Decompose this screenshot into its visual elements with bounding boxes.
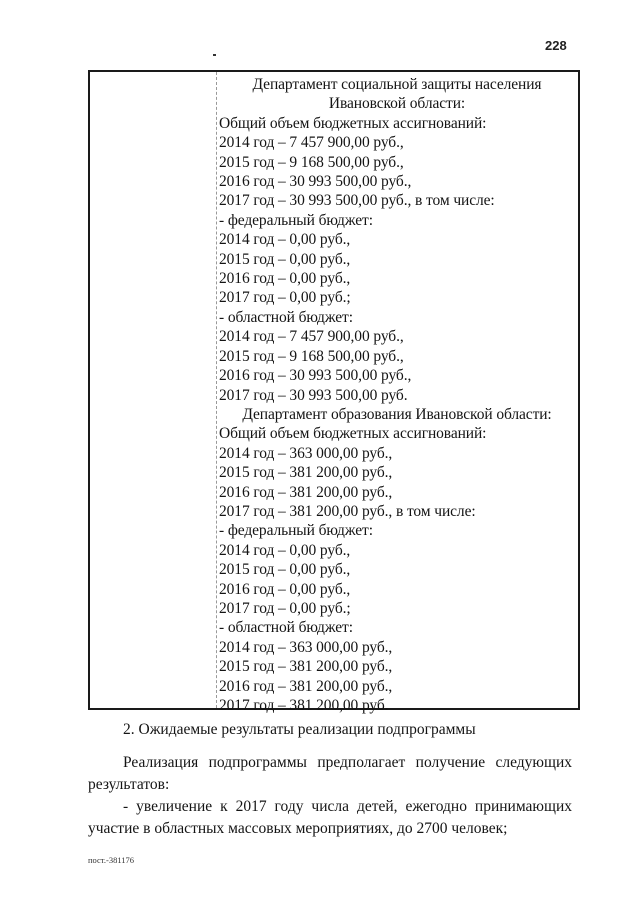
budget-line: 2016 год – 381 200,00 руб.,	[219, 677, 393, 695]
budget-line: 2015 год – 381 200,00 руб.,	[219, 464, 393, 482]
budget-line: 2015 год – 0,00 руб.,	[219, 561, 351, 579]
budget-line: Департамент образования Ивановской области:	[242, 405, 552, 423]
page-number: 228	[545, 38, 567, 53]
budget-line: 2015 год – 381 200,00 руб.,	[219, 658, 393, 676]
budget-line: 2014 год – 363 000,00 руб.,	[219, 444, 393, 462]
budget-line: 2015 год – 9 168 500,00 руб.,	[219, 347, 404, 365]
paragraph-text: Реализация подпрограммы предполагает получение следующих результатов:	[88, 754, 572, 793]
budget-line: 2016 год – 0,00 руб.,	[219, 270, 351, 288]
budget-line: 2017 год – 381 200,00 руб., в том числе:	[219, 502, 476, 520]
budget-line: 2014 год – 363 000,00 руб.,	[219, 638, 393, 656]
budget-line: 2016 год – 30 993 500,00 руб.,	[219, 367, 412, 385]
budget-line: 2014 год – 7 457 900,00 руб.,	[219, 134, 404, 152]
scan-speck	[213, 54, 216, 56]
budget-line: Общий объем бюджетных ассигнований:	[219, 114, 487, 132]
budget-table	[88, 70, 580, 714]
budget-line: 2017 год – 30 993 500,00 руб., в том числе:	[219, 192, 495, 210]
budget-line: 2017 год – 381 200,00 руб.	[219, 697, 389, 714]
budget-line: 2015 год – 9 168 500,00 руб.,	[219, 153, 404, 171]
budget-line: Ивановской области:	[328, 95, 466, 113]
section-heading: 2. Ожидаемые результаты реализации подпрограммы	[123, 721, 476, 738]
budget-line: - федеральный бюджет:	[219, 522, 373, 540]
paragraph-results-intro	[88, 752, 572, 795]
budget-line: 2017 год – 0,00 руб.;	[219, 599, 351, 617]
budget-line: - областной бюджет:	[219, 619, 353, 637]
budget-line: 2014 год – 7 457 900,00 руб.,	[219, 328, 404, 346]
budget-line: 2017 год – 30 993 500,00 руб.	[219, 386, 408, 404]
paragraph-text: - увеличение к 2017 году числа детей, ежегодно принимающих участие в областных массовых мероприятиях, до 2700 человек;	[88, 798, 572, 837]
budget-line: Департамент социальной защиты населения	[252, 76, 542, 93]
budget-line: - областной бюджет:	[219, 308, 353, 326]
budget-line: 2015 год – 0,00 руб.,	[219, 250, 351, 268]
budget-line: Общий объем бюджетных ассигнований:	[219, 425, 487, 443]
paragraph-children-increase	[88, 796, 572, 839]
budget-line: 2017 год – 0,00 руб.;	[219, 289, 351, 307]
budget-line: 2014 год – 0,00 руб.,	[219, 231, 351, 249]
budget-line: 2016 год – 30 993 500,00 руб.,	[219, 173, 412, 191]
budget-line: - федеральный бюджет:	[219, 211, 373, 229]
budget-line: 2014 год – 0,00 руб.,	[219, 541, 351, 559]
document-reference: пост.-381176	[88, 855, 134, 865]
budget-line: 2016 год – 0,00 руб.,	[219, 580, 351, 598]
budget-cell	[219, 75, 575, 715]
budget-line: 2016 год – 381 200,00 руб.,	[219, 483, 393, 501]
column-divider	[216, 72, 217, 708]
